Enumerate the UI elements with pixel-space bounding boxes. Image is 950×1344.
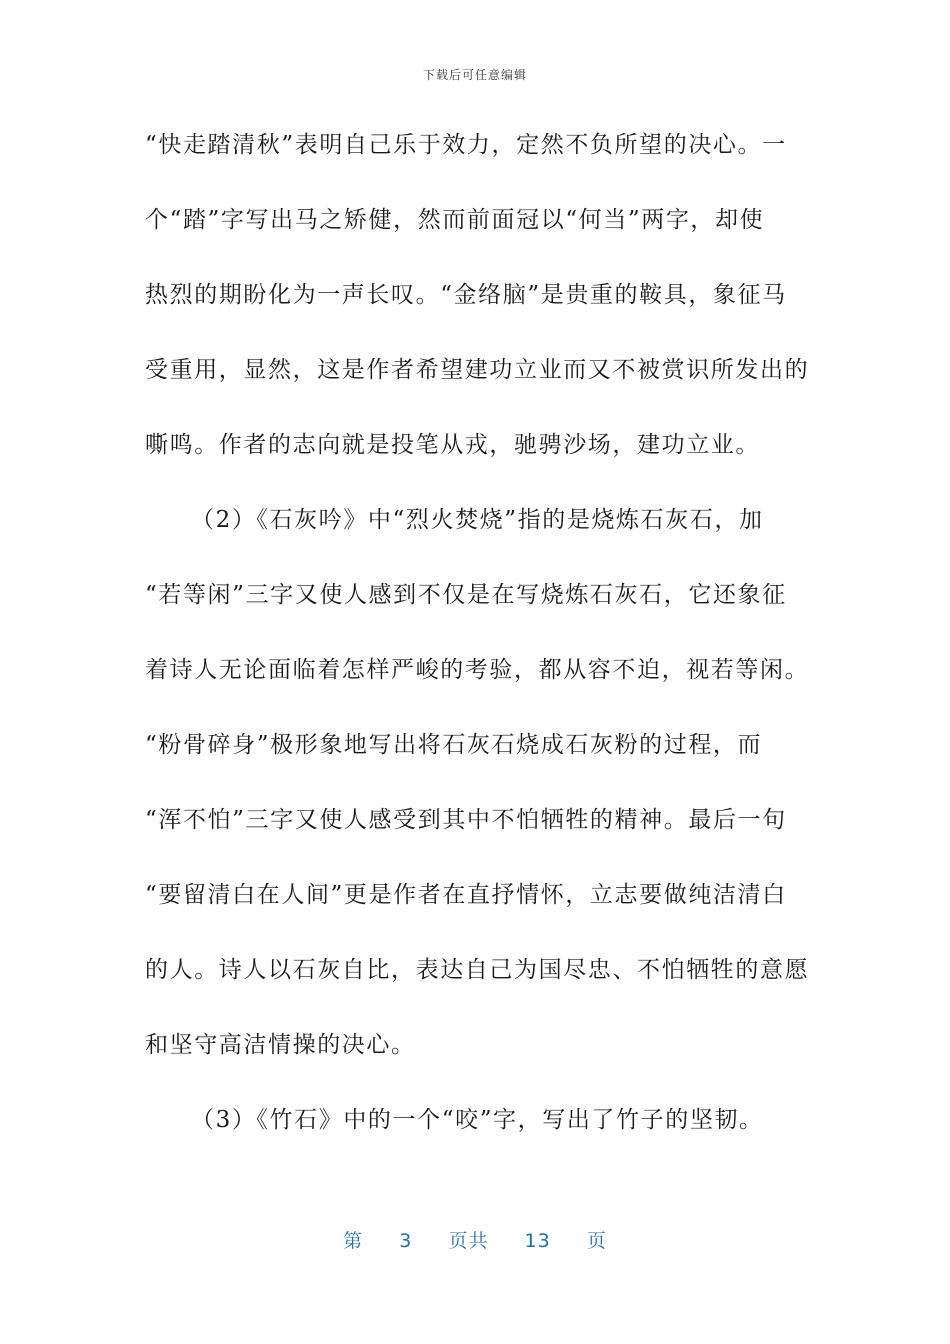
paragraph-start-line: （3）《竹石》中的一个“咬”字，写出了竹子的坚韧。 xyxy=(191,1107,764,1133)
page-header: 下载后可任意编辑 xyxy=(422,68,527,82)
footer-middle: 页共 xyxy=(448,1230,489,1252)
text-line: 嘶鸣。作者的志向就是投笔从戎，驰骋沙场，建功立业。 xyxy=(145,432,760,458)
footer-total-pages: 13 xyxy=(524,1230,551,1252)
body-text xyxy=(145,128,810,1178)
footer-current-page: 3 xyxy=(399,1230,413,1252)
text-line: 受重用，显然，这是作者希望建功立业而又不被赏识所发出的 xyxy=(145,357,810,383)
footer-suffix: 页 xyxy=(586,1230,607,1252)
footer-prefix: 第 xyxy=(343,1230,364,1252)
text-line: 的人。诗人以石灰自比，表达自己为国尽忠、不怕牺牲的意愿 xyxy=(145,957,810,983)
text-line: 热烈的期盼化为一声长叹。“金络脑”是贵重的鞍具，象征马 xyxy=(145,282,787,308)
page-footer xyxy=(0,1226,950,1253)
paragraph-start-line: （2）《石灰吟》中“烈火焚烧”指的是烧炼石灰石，加 xyxy=(191,507,764,533)
text-line: 和坚守高洁情操的决心。 xyxy=(145,1032,416,1058)
text-line: 个“踏”字写出马之矫健，然而前面冠以“何当”两字，却使 xyxy=(145,207,765,233)
text-line: “粉骨碎身”极形象地写出将石灰石烧成石灰粉的过程，而 xyxy=(145,732,763,758)
text-line: “浑不怕”三字又使人感受到其中不怕牺牲的精神。最后一句 xyxy=(145,807,787,833)
text-line: “快走踏清秋”表明自己乐于效力，定然不负所望的决心。一 xyxy=(145,132,787,158)
text-line: “若等闲”三字又使人感到不仅是在写烧炼石灰石，它还象征 xyxy=(145,582,787,608)
text-line: “要留清白在人间”更是作者在直抒情怀，立志要做纯洁清白 xyxy=(145,882,787,908)
text-line: 着诗人无论面临着怎样严峻的考验，都从容不迫，视若等闲。 xyxy=(145,657,810,683)
